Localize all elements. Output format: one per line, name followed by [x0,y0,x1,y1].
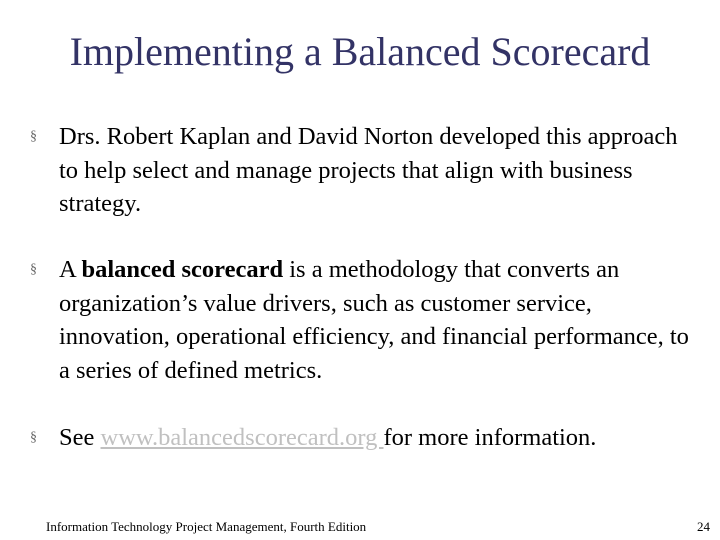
bullet-marker-icon: § [30,262,37,277]
bullet-text: Drs. Robert Kaplan and David Norton developed this approach to help select and manage projects that align with business strategy. [59,123,678,217]
bullet-text-suffix: is a methodology that converts an organization’s value drivers, such as customer service, innovation, operational efficiency, and financial performance, to a series of defined metrics. [59,256,689,384]
bullet-text-prefix: A [59,256,82,283]
slide-title: Implementing a Balanced Scorecard [69,29,651,74]
bullet-emphasis-term: balanced scorecard [81,256,284,283]
bullet-item-kaplan-norton [30,120,690,221]
balancedscorecard-link[interactable]: www.balancedscorecard.org [100,424,384,451]
bullet-marker-icon: § [30,129,37,144]
page-number: 24 [697,519,710,534]
bullet-text [59,253,690,387]
bullet-item-balanced-scorecard-definition [30,253,690,387]
bullet-item-more-information [30,421,690,455]
footer-label: Information Technology Project Management, Fourth Edition [46,519,367,534]
bullet-text-suffix: for more information. [383,424,597,451]
bullet-text [59,421,690,455]
bullet-text-prefix: See [59,424,101,451]
bullet-marker-icon: § [30,430,37,445]
